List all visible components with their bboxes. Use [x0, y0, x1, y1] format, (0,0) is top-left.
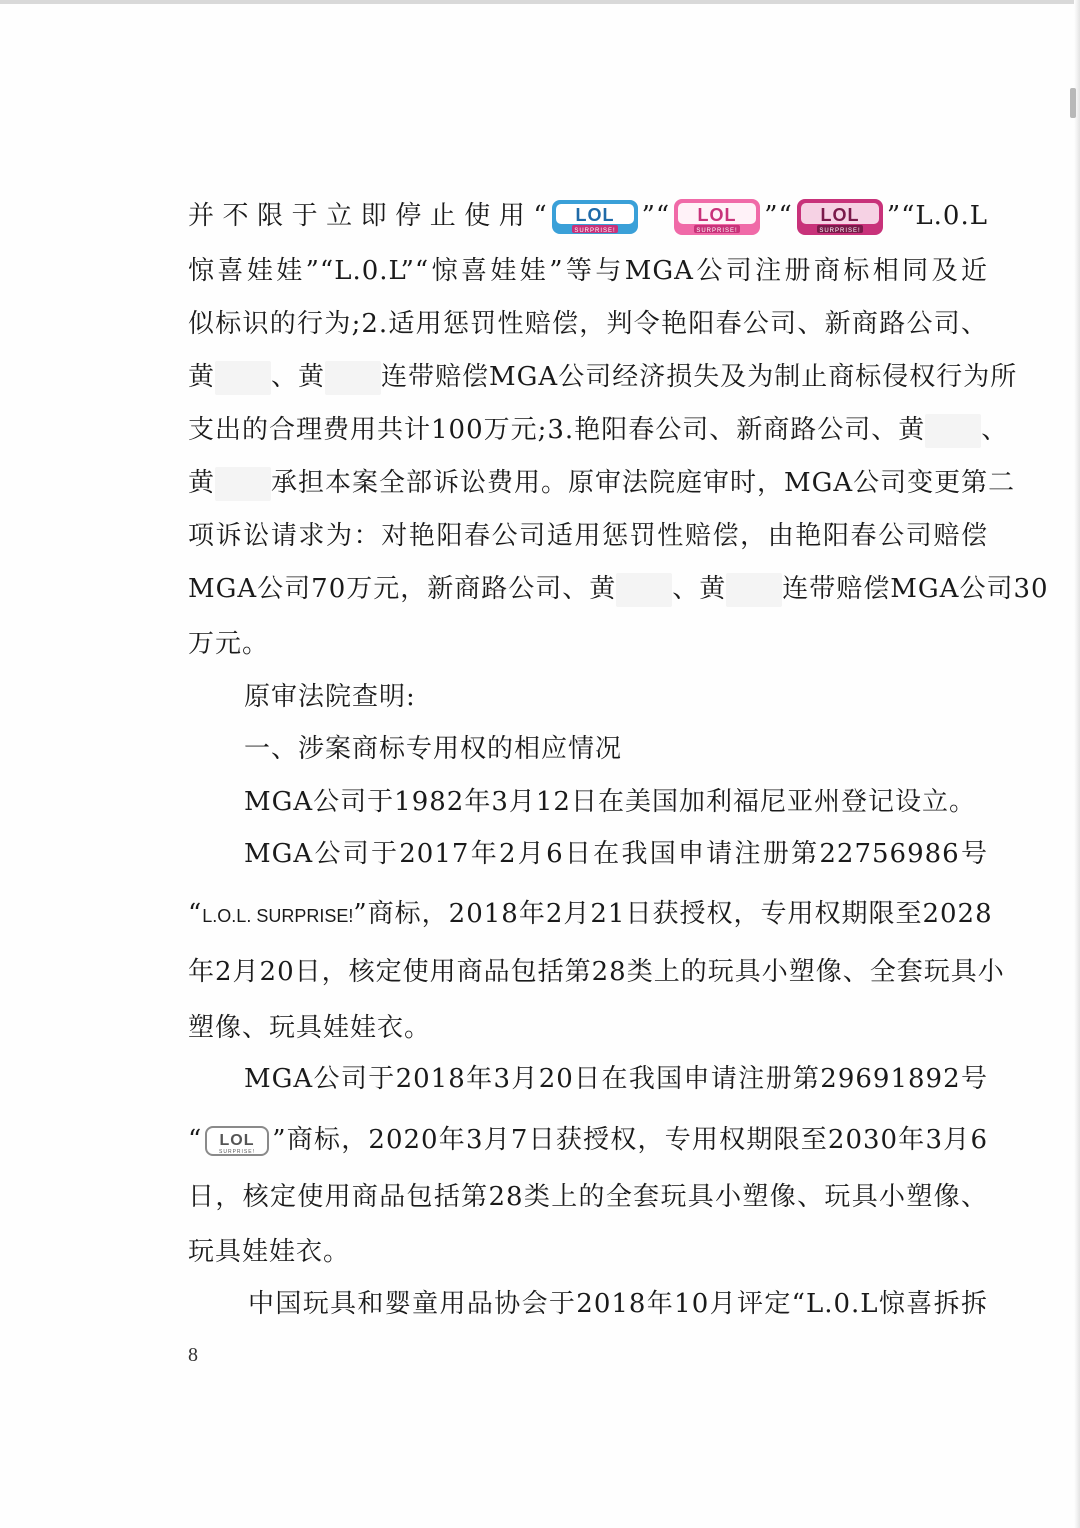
text-segment: “ — [188, 1125, 203, 1155]
text-line — [188, 569, 1049, 609]
text-line: 中国玩具和婴童用品协会于2018年10月评定“L.0.L惊喜拆拆 — [248, 1289, 988, 1319]
lol-logo-blue-icon — [550, 196, 640, 238]
logo-subtext: SURPRISE! — [696, 228, 738, 234]
logo-subtext: SURPRISE! — [819, 228, 861, 234]
text-line: 塑像、玩具娃娃衣。 — [188, 1013, 432, 1043]
text-line: 似标识的行为;2.适用惩罚性赔偿，判令艳阳春公司、新商路公司、 — [188, 309, 988, 339]
redaction-mask — [616, 573, 672, 607]
text-segment: 黄 — [188, 362, 216, 392]
section-heading: 一、涉案商标专用权的相应情况 — [244, 734, 623, 764]
text-segment: ”“ — [764, 201, 793, 231]
text-segment: ”“ — [641, 201, 671, 231]
text-segment: ”商标，2018年2月21日获授权，专用权期限至2028 — [353, 899, 993, 929]
text-segment: 连带赔偿MGA公司30 — [782, 574, 1049, 604]
text-line — [188, 463, 1016, 503]
text-line — [188, 1120, 988, 1160]
redaction-mask — [925, 414, 981, 448]
logo-text: LOL — [575, 205, 615, 225]
redaction-mask — [215, 467, 271, 501]
text-line: MGA公司于1982年3月12日在美国加利福尼亚州登记设立。 — [244, 787, 976, 817]
lol-logo-magenta — [795, 196, 885, 238]
logo-text: LOL — [219, 1132, 255, 1149]
text-line — [188, 193, 988, 239]
text-line: MGA公司于2017年2月6日在我国申请注册第22756986号 — [244, 839, 988, 869]
redaction-mask — [215, 361, 271, 395]
text-segment: ”商标，2020年3月7日获授权，专用权期限至2030年3月6 — [272, 1125, 988, 1155]
text-segment: 支出的合理费用共计100万元;3.艳阳春公司、新商路公司、黄 — [188, 415, 926, 445]
logo-text: LOL — [697, 205, 737, 225]
text-line: 万元。 — [188, 629, 270, 659]
page-number: 8 — [188, 1344, 198, 1366]
text-segment: MGA公司70万元，新商路公司、黄 — [188, 574, 617, 604]
logo-text: LOL — [820, 205, 860, 225]
text-line — [188, 894, 993, 934]
text-line: 玩具娃娃衣。 — [188, 1237, 351, 1267]
text-line: 惊喜娃娃”“L.0.L”“惊喜娃娃”等与MGA公司注册商标相同及近 — [188, 256, 988, 286]
text-segment: 承担本案全部诉讼费用。原审法院庭审时，MGA公司变更第二 — [271, 468, 1016, 498]
text-segment: 、 — [981, 415, 1009, 445]
lol-logo-outline-icon — [204, 1124, 270, 1158]
text-segment: 黄 — [188, 468, 216, 498]
text-line — [188, 410, 1009, 450]
logo-subtext: SURPRISE! — [219, 1149, 256, 1155]
lol-logo-pink-icon — [672, 196, 762, 238]
scan-edge-top — [0, 0, 1080, 4]
text-segment: 连带赔偿MGA公司经济损失及为制止商标侵权行为所 — [381, 362, 1018, 392]
section-intro: 原审法院查明: — [244, 682, 416, 712]
trademark-text: L.O.L. SURPRISE! — [202, 906, 354, 926]
logo-subtext: SURPRISE! — [573, 228, 616, 234]
redaction-mask — [325, 361, 381, 395]
lol-logo-blue — [550, 196, 640, 238]
text-segment: ”“L.0.L — [886, 201, 988, 231]
text-segment: 、黄 — [271, 362, 326, 392]
text-line — [188, 357, 1018, 397]
redaction-mask — [726, 573, 782, 607]
lol-logo-outline — [204, 1124, 270, 1158]
text-line: MGA公司于2018年3月20日在我国申请注册第29691892号 — [244, 1064, 988, 1094]
text-segment: 、黄 — [672, 574, 727, 604]
text-line: 项诉讼请求为：对艳阳春公司适用惩罚性赔偿，由艳阳春公司赔偿 — [188, 521, 988, 551]
lol-logo-magenta-icon — [795, 196, 885, 238]
lol-logo-pink — [672, 196, 762, 238]
text-segment: “ — [188, 899, 203, 929]
scan-mark — [1070, 88, 1076, 118]
text-line: 年2月20日，核定使用商品包括第28类上的玩具小塑像、全套玩具小 — [188, 957, 1005, 987]
text-line: 日，核定使用商品包括第28类上的全套玩具小塑像、玩具小塑像、 — [188, 1182, 988, 1212]
text-segment: 并不限于立即停止使用“ — [188, 201, 548, 231]
scan-edge-right — [1074, 0, 1080, 1528]
